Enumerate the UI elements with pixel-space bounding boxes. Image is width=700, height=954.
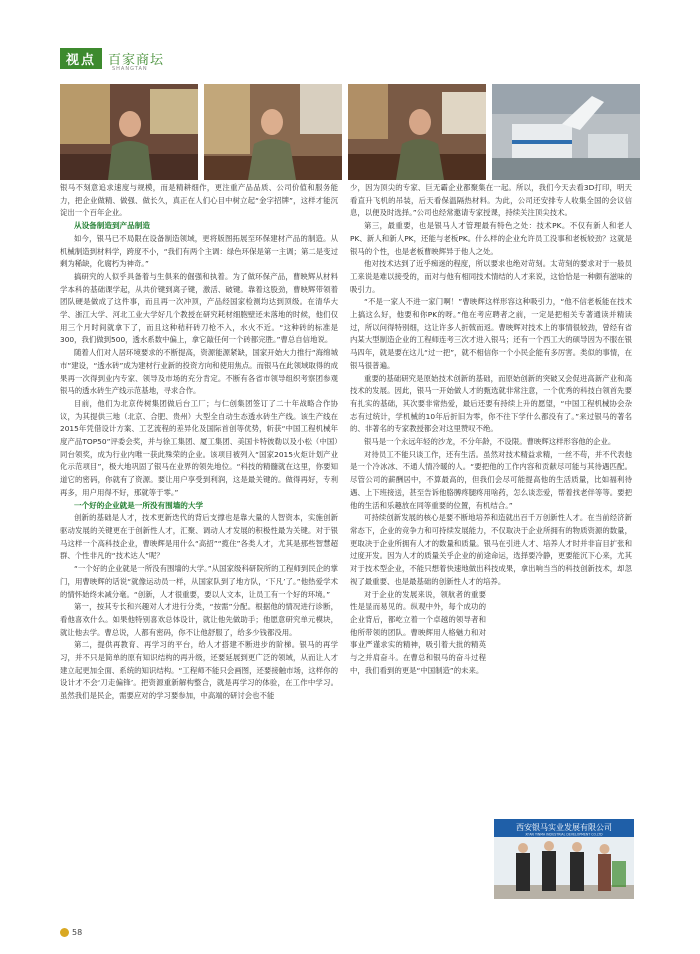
paragraph: 对于企业的发展来说，领航者的重要性是显而易见的。纵观中外，每个成功的企业背后，都屹立着一个卓越的领导者和他所带领的团队。曹映辉用人格魅力和对事业严谨求实的精神，吸引着大批的精英与之并肩奋斗。在曹总和银马的奋斗过程中，我们看到的更是“中国制造”的未来。: [350, 589, 486, 675]
banner-english-text: XI'AN YINMA INDUSTRIAL DEVELOPMENT CO.LTD: [525, 832, 603, 837]
photo-company-team: [494, 819, 634, 899]
article-column-left: [60, 182, 338, 703]
page-number: [60, 928, 82, 937]
column-title: 百家商坛: [108, 52, 165, 68]
paragraph: 随着人们对人居环境要求的不断提高，资源能源紧缺，国家开始大力推行“海绵城市”建设，“透水砖”成为建材行业新的投资方向和使用焦点。而银马在此领域取得的成果再一次得到业内专家、领导及市场的充分肯定。不断有各省市领导组织考察团参观银马的透水砖生产线示范基地，寻求合作。: [60, 348, 338, 396]
subheading: 一个好的企业就是一所没有围墙的大学: [74, 500, 204, 510]
article-column-right: [350, 182, 632, 677]
banner-text: 西安银马实业发展有限公司: [516, 823, 612, 832]
column-subtitle: SHANGTAN: [112, 66, 148, 72]
paragraph: 他对技术达到了近乎痴迷的程度，所以要求也绝对苛刻。太苛刻的要求对于一般员工来说是难以接受的，而对与他有相同技术情结的人才来说，这恰恰是一种颇有滋味的吸引力。: [350, 259, 632, 294]
paragraph: 重要的基础研究是原始技术创新的基础，而原始创新的突破又会促进高新产业和高技术的发展。因此，银马一开始做人才的甄选就非常注意，一个优秀的科技白领首先要有扎实的基础，其次要非常热爱，最后还要有持续上升的愿望，“中国工程机械协会杂志有过统计，学机械的10年后折旧为零，你不往下学什么都没有了。”来过银马的著名的、非著名的专家教授都会对这里赞叹不绝。: [350, 373, 632, 434]
paragraph: 第三，最重要，也是银马人才管理最有特色之处：技术PK。不仅有新人和老人PK、新人和新人PK，还能与老板PK。什么样的企业允许员工没事和老板较劲？这就是银马的个性，也是老板曹映辉异于他人之处。: [350, 221, 632, 256]
paragraph: “不是一家人不进一家门啊！”曹映辉这样形容这种吸引力，“他不信老板能在技术上搞这么好，他要和你PK的呀。”他在考应聘者之前，一定是把相关专著通读并精读过，所以问得特别细，这让许多人折戟而返。曹映辉对技术上的事情很较劲，曾经有省内某大型制造企业的工程师连考三次才进入银马；还有一个西工大的硕导因为不服在银马四年，就是要在这儿“过一把”，就不相信你一个小民企能有多厉害。类似的事情，在银马很普遍。: [350, 297, 632, 370]
page-number-text: 58: [72, 928, 83, 937]
photo-man-office-1: [60, 84, 198, 180]
section-header: [60, 48, 164, 68]
paragraph: 可持续创新发展的核心是要不断地培养和造就出百千万创新性人才。在当前经济新常态下，企业的竞争力和可持续发展能力，不仅取决于企业所拥有的物质资源的数量，更取决于企业所拥有人才的数量和质量。银马在引进人才、培养人才时并非盲目扩张和过度开发。因为人才的质量关乎企业的前途命运，选择要冷静，更要能沉下心来，尤其对于技术型企业，不能只想着快速地做出科技成果，拿出响当当的科技创新技术，却忽视了最重要、也是最基础的创新性人才的培养。: [350, 513, 632, 586]
paragraph: 如今，银马已不局限在设备制造领域，更将版图拓展至环保建材产品的制造。从机械制造到材料学，跨度不小，“我们有两个主调：绿色环保是第一主调；第二是变过剩为稀缺，化腐朽为神奇。”: [60, 233, 338, 269]
paragraph: 银马不刻意追求速度与规模，而是精耕细作，更注重产品品质、公司价值和服务能力，把企业做精、做强、做长久，真正在人们心目中树立起“金字招牌”，这样才能沉淀出一个百年企业。: [60, 183, 338, 218]
paragraph: 对待员工不能只谈工作，还有生活。虽然对技术精益求精，一丝不苟，并不代表他是一个冷冰冰、不通人情冷暖的人。“要把他的工作内容和贡献尽可能与其待遇匹配。尽管公司的薪酬居中，不算最高的，但我们会尽可能提高他的生活质量，比如福利待遇、上下班接送，甚至告诉他胳膊疼腿疼用啥药，怎么谈恋爱，帮着找老伴等等。要把他的生活和乐趣放在同等重要的位置，有机结合。”: [350, 449, 632, 510]
paragraph: 目前，他们为北京传树集团做后台工厂；与仁创集团签订了二十年战略合作协议，为其提供三地（北京、合肥、贵州）大型全自动生态透水砖生产线。该生产线在2015年凭借设计方案、工艺流程的差异化及国际首创等优势，斩获“中国工程机械年度产品TOP50”评委会奖，并与徐工集团、厦工集团、美国卡特彼勒以及小松（中国）同台领奖，成为行业内唯一获此殊荣的企业。该项目被列入“国家2015火炬计划产业化示范项目”，极大地巩固了银马在业界的领先地位。“科技的精髓就在这里，你要知道它的密码，你就有了资源。要让用户享受到利润，这是最关键的。做得再好，专利再多，用户用得不好，那就等于零。”: [60, 398, 338, 497]
paragraph: 创新的基础是人才，技术更新迭代的背后支撑也是靠大量的人智资本，实施创新驱动发展的关键更在于创新性人才，汇聚、调动人才发展的积极性最为关键。对于银马这样一个高科技企业，曹映辉是用什么“高招”“揽住”各类人才，尤其是那些智慧超群、个性非凡的“技术达人”呢？: [60, 513, 338, 561]
photo-factory-machine: [492, 84, 640, 180]
paragraph: 第二，提供再教育、再学习的平台，给人才搭建不断进步的阶梯。银马的再学习，并不只是简单的原有知识结构的再升级，还要延展到更广泛的领域，从而让人才建立起更加全面、系统的知识结构。“工程师不能只会画图，还要接触市场，这样你的设计才不会‘刀走偏锋’。把资源重新解构整合，就是再学习的体验，在工作中学习。虽然我们是民企，需要应对的学习要参加，中高端的研讨会也不能: [60, 640, 338, 701]
photo-man-office-3: [348, 84, 486, 180]
page-dot-icon: [60, 928, 69, 937]
section-tag: 视点: [60, 48, 102, 69]
subheading: 从设备制造到产品制造: [74, 221, 150, 231]
photo-strip: [60, 84, 640, 180]
paragraph: 银马是一个永远年轻的沙龙，不分年龄，不设限。曹映辉这样形容他的企业。: [364, 437, 616, 447]
paragraph: “一个好的企业就是一所没有围墙的大学。”从国家级科研院所的工程师到民企的掌门，用曹映辉的话说“就像运动员一样，从国家队到了地方队，‘下凡’了。”他热爱学术的情怀始终未减分毫。“创新，人才很重要，要以人文本，让员工有一个好的环境。”: [60, 564, 338, 599]
paragraph: 搞研究的人似乎具备着与生俱来的倔强和执着。为了做环保产品，曹映辉从材料学本科的基础课学起，从共价键到离子键，激活、破键。靠着这股劲，曹映辉带领着团队硬是做成了这件事，而且再一次冲顶，产品经国家检测均达到顶级。在清华大学、浙江大学、河北工业大学好几个教授在研究耗材细胞壁还未落地的时候，他们仅用三个月时间就拿下了，而且这种秸秆砖刀枪不入，水火不近。“这种砖的标准是300，我们做到500，透水系数中偏上，拿它敲任何一个砖都完胜。”曹总自信地说。: [60, 271, 338, 345]
paragraph: 少，因为顶尖的专家、巨无霸企业都聚集在一起。所以，我们今天去看3D打印，明天看直升飞机的吊装，后天看保温隔热材料。为此，公司还安排专人收集全国的会议信息，以便及时选择。”公司也经常邀请专家授课，持续关注顶尖技术。: [350, 183, 632, 218]
photo-man-office-2: [204, 84, 342, 180]
paragraph: 第一，按其专长和兴趣对人才进行分类，“按需”分配。根据他的情况进行诊断，看他喜欢什么。如果他特别喜欢总体设计，就让他先做助手；他愿意研究单元模块，就让他去学。曹总说，人都有密码，你不让他舒服了，给多少钱都没用。: [60, 602, 338, 637]
